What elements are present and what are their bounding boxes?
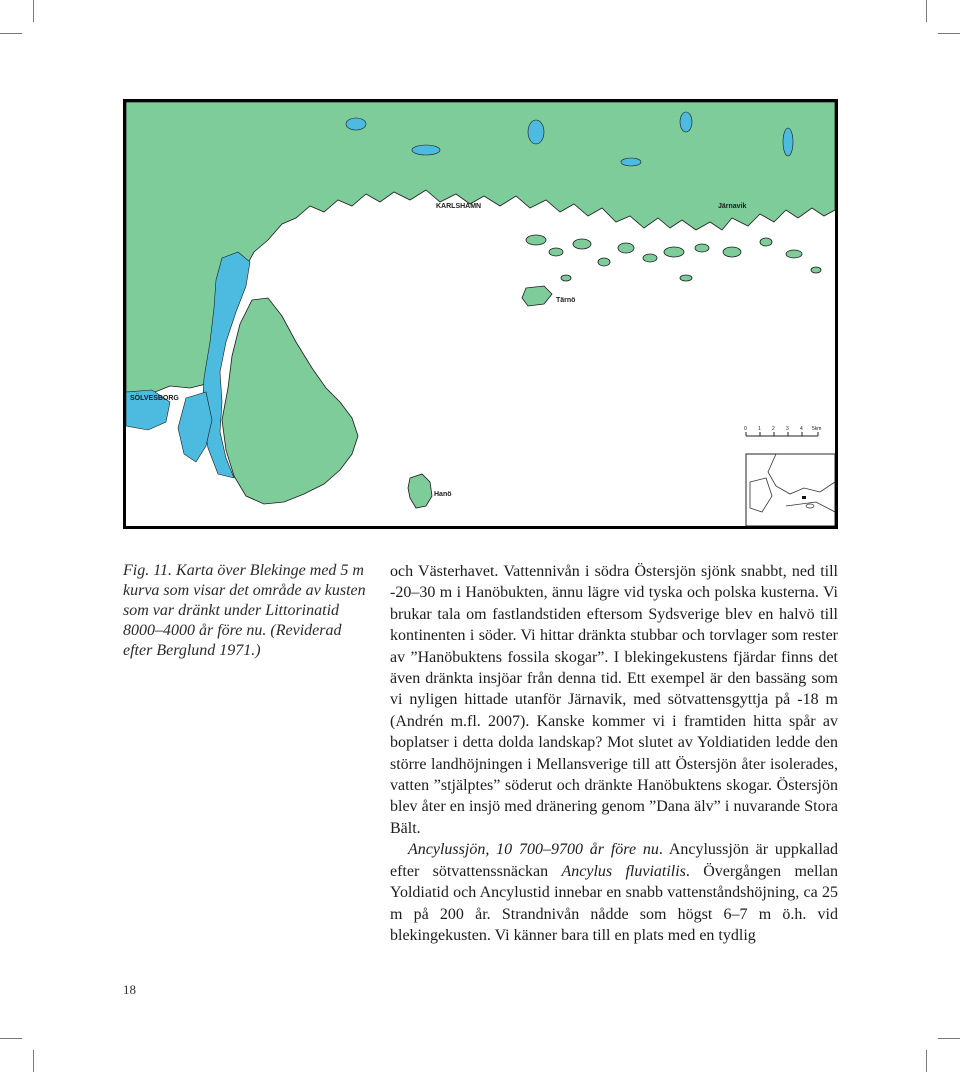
scale-tick-label: 2: [772, 426, 775, 432]
crop-mark: [0, 1038, 22, 1039]
island: [760, 238, 772, 246]
map-figure: [123, 99, 838, 529]
island: [680, 275, 692, 281]
paragraph: och Västerhavet. Vattennivån i södra Östersjön sjönk snabbt, ned till -20–30 m i Hanöbukten, ännu lägre vid tyska och polska kusterna. Vi brukar tala om fastlandstiden eftersom Sydsverige blev en halvö till kontinenten i söder. Vi hittar dränkta stubbar och torvlager som rester av ”Hanöbuktens fossila skogar”. I blekingekustens fjärdar finns det även dränkta insjöar från denna tid. Ett exempel är den bassäng som vi nyligen hittade utanför Järnavik, med sötvattensgyttja på -18 m (Andrén m.fl. 2007). Kanske kommer vi i framtiden hitta spår av boplatser i detta dolda landskap? Mot slutet av Yoldiatiden ledde den större landhöjningen i Mellansverige till att Östersjön åter isolerades, vatten ”stjälptes” söderut och dränkte Hanöbuktens skogar. Östersjön blev åter en insjö med dränering genom ”Dana älv” i nuvarande Stora Bält.: [390, 563, 838, 837]
scale-tick-label: 3: [786, 426, 789, 432]
map-label-jarnavik: Järnavik: [718, 203, 747, 210]
text-span: . Ancylussjön är uppkallad efter sötvattenssnäckan: [390, 841, 838, 880]
scale-tick-label: 0: [744, 426, 747, 432]
species-name: Ancylus fluviatilis: [561, 862, 686, 880]
paragraph: [390, 839, 838, 946]
map-label-solvesborg: SÖLVESBORG: [130, 395, 179, 402]
island: [561, 275, 571, 281]
island: [786, 250, 802, 258]
crop-mark: [33, 1050, 34, 1072]
crop-mark: [926, 0, 927, 22]
lake: [412, 145, 440, 155]
crop-mark: [926, 1050, 927, 1072]
crop-mark: [938, 33, 960, 34]
island: [526, 235, 546, 245]
map-label-tarno: Tärnö: [556, 297, 576, 304]
island: [811, 267, 821, 273]
island: [695, 244, 709, 252]
scale-tick-label: 4: [800, 426, 803, 432]
crop-mark: [33, 0, 34, 22]
lake: [680, 112, 692, 132]
island: [618, 243, 634, 253]
scale-tick-label: 1: [758, 426, 761, 432]
scale-tick-label: 5km: [812, 426, 822, 432]
lake: [783, 128, 793, 156]
text-span: . Övergången mellan Yoldiatid och Ancylustid innebar en snabb vattenståndshöjning, ca 25 m på 200 år. Strandnivån nådde som högst 6–7 m ö.h. vid blekingekusten. Vi känner bara till en plats med en tydlig: [390, 862, 838, 944]
island: [598, 258, 610, 266]
blekinge-map: [126, 102, 835, 526]
map-label-karlshamn: KARLSHAMN: [436, 203, 482, 210]
page-number: 18: [123, 982, 136, 997]
lake: [528, 120, 544, 144]
figure-caption: Fig. 11. Karta över Blekinge med 5 m kurva som visar det område av kusten som var dränkt under Littorinatid 8000–4000 år före nu. (Reviderad efter Berglund 1971.): [123, 562, 366, 659]
crop-mark: [938, 1038, 960, 1039]
inset-map: [746, 454, 835, 526]
map-label-hano: Hanö: [434, 491, 452, 498]
island: [723, 247, 741, 257]
lake: [346, 118, 366, 130]
island: [549, 248, 563, 256]
lake: [621, 158, 641, 166]
island: [643, 254, 657, 262]
island: [573, 239, 591, 249]
section-heading: Ancylussjön, 10 700–9700 år före nu: [408, 841, 659, 859]
crop-mark: [0, 33, 22, 34]
body-text: [390, 561, 838, 946]
island: [664, 247, 684, 257]
